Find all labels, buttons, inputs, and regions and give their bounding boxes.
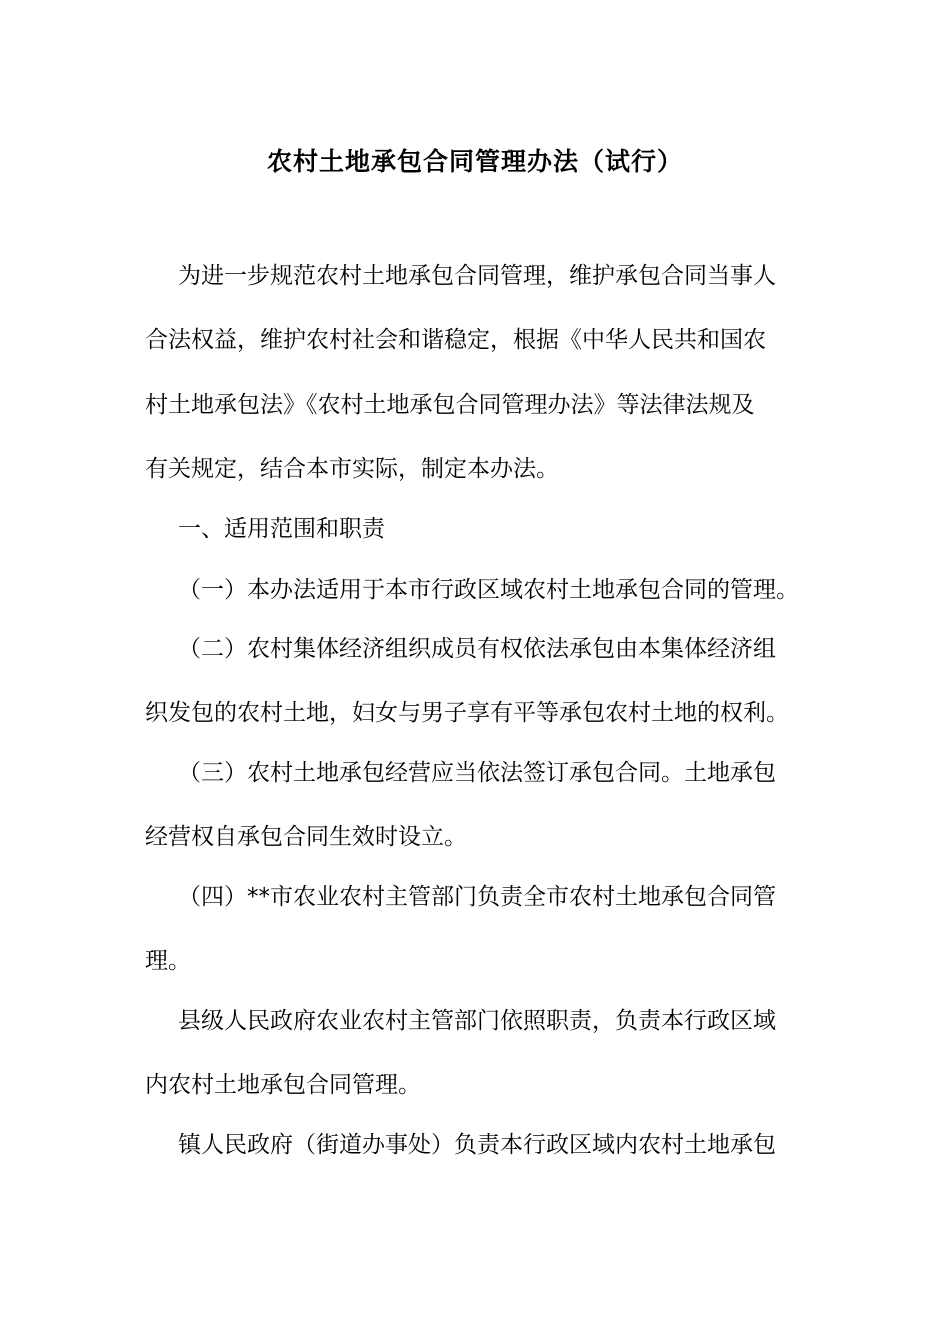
paragraph-line: 内农村土地承包合同管理。 bbox=[145, 1072, 421, 1098]
paragraph-line: 织发包的农村土地，妇女与男子享有平等承包农村土地的权利。 bbox=[145, 700, 789, 726]
paragraph-line: 县级人民政府农业农村主管部门依照职责，负责本行政区域 bbox=[178, 1008, 776, 1034]
paragraph-line: 镇人民政府（街道办事处）负责本行政区域内农村土地承包 bbox=[178, 1132, 776, 1158]
paragraph-line: 理。 bbox=[145, 948, 191, 974]
document-title: 农村土地承包合同管理办法（试行） bbox=[266, 147, 683, 176]
paragraph-line: 为进一步规范农村土地承包合同管理，维护承包合同当事人 bbox=[178, 263, 776, 289]
paragraph-line: （一）本办法适用于本市行政区域农村土地承包合同的管理。 bbox=[178, 577, 799, 603]
paragraph-line: （三）农村土地承包经营应当依法签订承包合同。土地承包 bbox=[178, 760, 776, 786]
paragraph-line: 经营权自承包合同生效时设立。 bbox=[145, 824, 467, 850]
paragraph-line: 合法权益，维护农村社会和谐稳定，根据《中华人民共和国农 bbox=[145, 327, 766, 353]
section-heading: 一、适用范围和职责 bbox=[178, 516, 385, 542]
paragraph-line: （四）**市农业农村主管部门负责全市农村土地承包合同管 bbox=[178, 884, 776, 910]
paragraph-line: （二）农村集体经济组织成员有权依法承包由本集体经济组 bbox=[178, 636, 776, 662]
paragraph-line: 村土地承包法》《农村土地承包合同管理办法》等法律法规及 bbox=[145, 392, 755, 418]
paragraph-line: 有关规定，结合本市实际，制定本办法。 bbox=[145, 456, 559, 482]
